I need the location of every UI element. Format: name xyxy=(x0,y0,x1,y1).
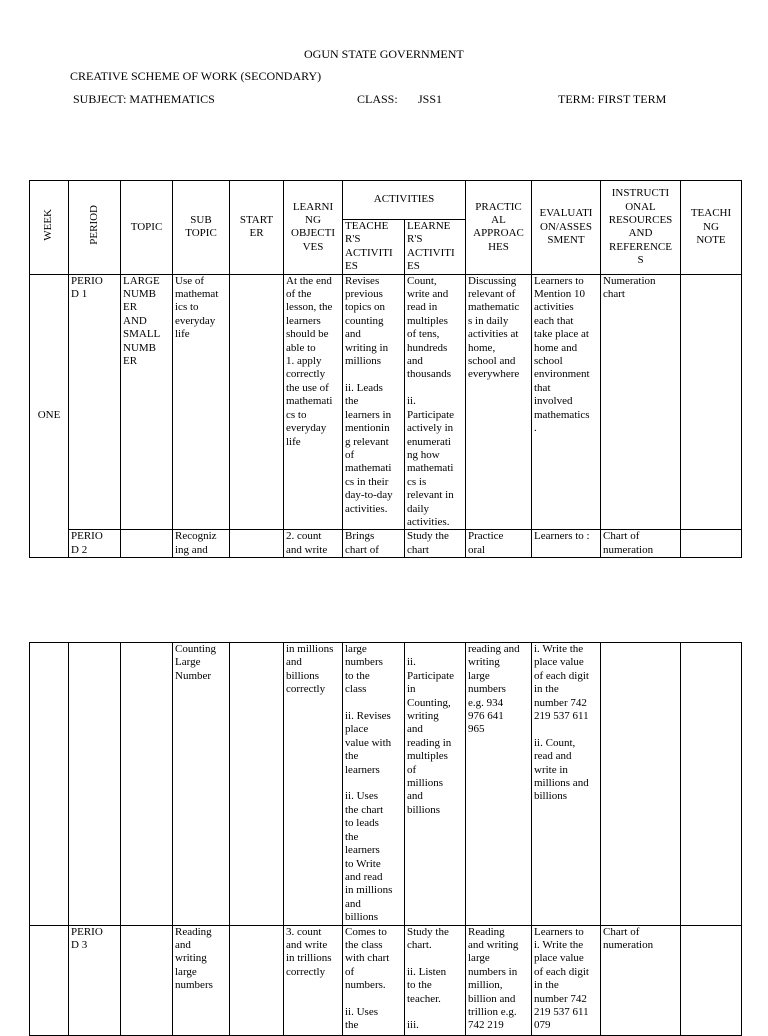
topic-header: TOPIC xyxy=(121,181,173,275)
resources-header: INSTRUCTI ONAL RESOURCES AND REFERENCE S xyxy=(601,181,681,275)
week-cell: ONE xyxy=(30,274,69,558)
learner-activities-cell: Study the chart xyxy=(405,530,466,558)
period-cell xyxy=(69,643,121,926)
topic-cell xyxy=(121,643,173,926)
note-cell xyxy=(681,925,742,1035)
learner-activities-cell: Study the chart. ii. Listen to the teacher. iii. xyxy=(405,925,466,1035)
subject-label: SUBJECT: MATHEMATICS xyxy=(73,92,215,106)
scheme-title: CREATIVE SCHEME OF WORK (SECONDARY) xyxy=(70,69,322,83)
activities-header: ACTIVITIES xyxy=(343,181,466,220)
table-row xyxy=(30,274,742,530)
sub-topic-cell: Use of mathemat ics to everyday life xyxy=(173,274,230,530)
sub-topic-cell: Recogniz ing and xyxy=(173,530,230,558)
week-cell xyxy=(30,925,69,1035)
objectives-cell: At the end of the lesson, the learners should be able to 1. apply correctly the use of mathemati cs to everyday life xyxy=(284,274,343,530)
evaluation-cell: Learners to : xyxy=(532,530,601,558)
sub-topic-cell: Counting Large Number xyxy=(173,643,230,926)
practical-header: PRACTIC AL APPROAC HES xyxy=(466,181,532,275)
learner-activities-cell: Count, write and read in multiples of tens, hundreds and thousands ii. Participate actively in enumerati ng how mathemati cs is relevant in daily activities. xyxy=(405,274,466,530)
practical-cell: reading and writing large numbers e.g. 934 976 641 965 xyxy=(466,643,532,926)
starter-cell xyxy=(230,925,284,1035)
practical-cell: Practice oral xyxy=(466,530,532,558)
term-label: TERM: FIRST TERM xyxy=(558,92,667,106)
resources-cell: Numeration chart xyxy=(601,274,681,530)
starter-cell xyxy=(230,274,284,530)
learner-activities-header: LEARNE R'S ACTIVITI ES xyxy=(405,220,466,275)
note-cell xyxy=(681,643,742,926)
resources-cell: Chart of numeration xyxy=(601,530,681,558)
week-header xyxy=(30,181,69,275)
note-cell xyxy=(681,274,742,530)
learner-activities-cell: ii. Participate in Counting, writing and reading in multiples of millions and billions xyxy=(405,643,466,926)
objectives-header: LEARNI NG OBJECTI VES xyxy=(284,181,343,275)
sub-topic-cell: Reading and writing large numbers xyxy=(173,925,230,1035)
starter-cell xyxy=(230,530,284,558)
class-label: CLASS: xyxy=(357,92,398,106)
table-row xyxy=(30,925,742,1035)
period-header-text: PERIOD xyxy=(87,205,100,245)
week-cell xyxy=(30,643,69,926)
teacher-activities-header: TEACHE R'S ACTIVITI ES xyxy=(343,220,405,275)
objectives-cell: in millions and billions correctly xyxy=(284,643,343,926)
government-title: OGUN STATE GOVERNMENT xyxy=(304,47,464,61)
resources-cell: Chart of numeration xyxy=(601,925,681,1035)
evaluation-cell: Learners to i. Write the place value of each digit in the number 742 219 537 611 079 xyxy=(532,925,601,1035)
evaluation-cell: Learners to Mention 10 activities each that take place at home and school environment that involved mathematics . xyxy=(532,274,601,530)
period-cell: PERIO D 2 xyxy=(69,530,121,558)
class-value: JSS1 xyxy=(418,92,443,106)
note-header: TEACHI NG NOTE xyxy=(681,181,742,275)
period-cell: PERIO D 3 xyxy=(69,925,121,1035)
practical-cell: Discussing relevant of mathematic s in daily activities at home, school and everywhere xyxy=(466,274,532,530)
scheme-table-1 xyxy=(29,180,742,558)
teacher-activities-cell: Comes to the class with chart of numbers. ii. Uses the xyxy=(343,925,405,1035)
topic-cell xyxy=(121,925,173,1035)
starter-header: START ER xyxy=(230,181,284,275)
evaluation-cell: i. Write the place value of each digit in the number 742 219 537 611 ii. Count, read and write in millions and billions xyxy=(532,643,601,926)
teacher-activities-cell: Revises previous topics on counting and writing in millions ii. Leads the learners in mentionin g relevant of mathemati cs in their day-to-day activities. xyxy=(343,274,405,530)
scheme-table-2 xyxy=(29,642,742,1036)
practical-cell: Reading and writing large numbers in million, billion and trillion e.g. 742 219 xyxy=(466,925,532,1035)
note-cell xyxy=(681,530,742,558)
teacher-activities-cell: large numbers to the class ii. Revises place value with the learners ii. Uses the chart to leads the learners to Write and read in millions and billions xyxy=(343,643,405,926)
objectives-cell: 3. count and write in trillions correctly xyxy=(284,925,343,1035)
starter-cell xyxy=(230,643,284,926)
topic-cell: LARGE NUMB ER AND SMALL NUMB ER xyxy=(121,274,173,530)
resources-cell xyxy=(601,643,681,926)
period-header xyxy=(69,181,121,275)
table-row xyxy=(30,530,742,558)
week-header-text: WEEK xyxy=(42,209,55,241)
teacher-activities-cell: Brings chart of xyxy=(343,530,405,558)
table-row xyxy=(30,643,742,926)
topic-cell xyxy=(121,530,173,558)
period-cell: PERIO D 1 xyxy=(69,274,121,530)
objectives-cell: 2. count and write xyxy=(284,530,343,558)
sub-topic-header: SUB TOPIC xyxy=(173,181,230,275)
evaluation-header: EVALUATI ON/ASSES SMENT xyxy=(532,181,601,275)
